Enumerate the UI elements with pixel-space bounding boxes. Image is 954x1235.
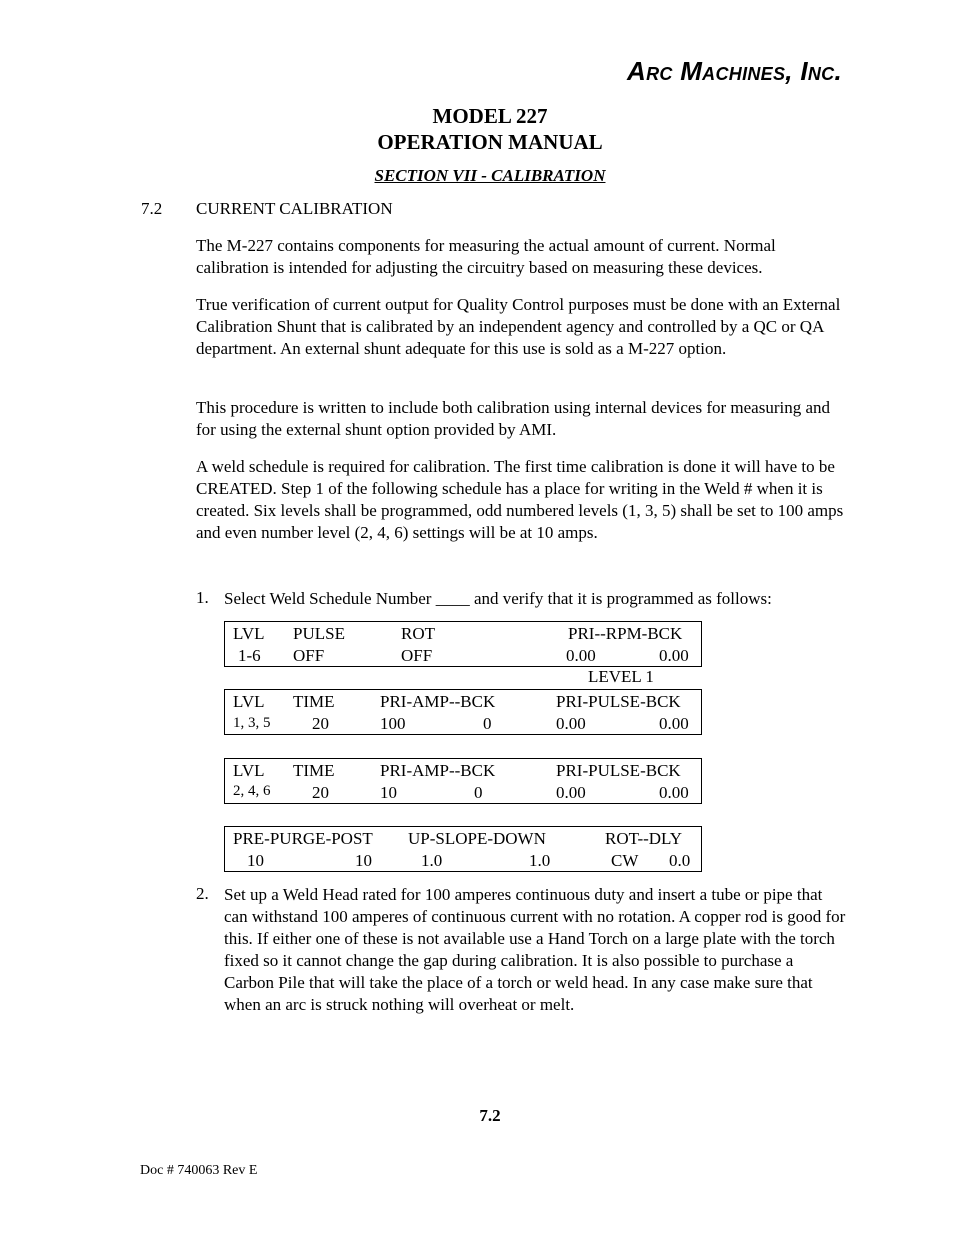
schedule-box-odd-levels: [224, 689, 702, 735]
header-lvl: LVL: [233, 692, 265, 711]
paragraph-1: The M-227 contains components for measuring the actual amount of current. Normal calibration is intended for adjusting the circuitry based on measuring these devices.: [196, 236, 776, 277]
value-rpm-bck: 0.00: [659, 646, 689, 665]
value-amp-pri: 100: [380, 714, 406, 733]
manual-title-model: MODEL 227: [432, 104, 548, 128]
header-pulse: PULSE: [293, 624, 345, 643]
value-rot: OFF: [401, 646, 433, 665]
header-lvl: LVL: [233, 624, 265, 643]
section-heading: CURRENT CALIBRATION: [196, 199, 393, 218]
value-delay: 0.0: [669, 851, 691, 870]
section-title: SECTION VII - CALIBRATION: [374, 166, 606, 185]
paragraph-2: True verification of current output for Quality Control purposes must be done with an External Calibration Shunt that is calibrated by an independent agency and controlled by a QC or QA department. An external shunt adequate for this use is sold as a M-227 option.: [196, 295, 841, 358]
value-pulse: OFF: [293, 646, 325, 665]
value-down-slope: 1.0: [529, 851, 551, 870]
step-2-text: Set up a Weld Head rated for 100 amperes continuous duty and insert a tube or pipe that can withstand 100 amperes of continuous current with no rotation. A copper rod is good for this. If either one of these is not available use a Hand Torch on a large plate with the torch fixed so it cannot change the gap during calibration. It is also possible to purchase a Carbon Pile that will take the place of a torch or weld head. In any case make sure that when an arc is struck nothing will overheat or melt.: [224, 885, 846, 1014]
value-rpm-pri: 0.00: [566, 646, 596, 665]
header-pre-purge-post: PRE-PURGE-POST: [233, 829, 373, 848]
value-amp-bck: 0: [483, 714, 492, 733]
value-pulse-bck: 0.00: [659, 714, 689, 733]
level-label: LEVEL 1: [588, 667, 654, 686]
value-time: 20: [312, 783, 329, 802]
value-pre-purge: 10: [247, 851, 264, 870]
header-pri-amp-bck: PRI-AMP--BCK: [380, 761, 496, 780]
header-time: TIME: [293, 692, 335, 711]
value-lvl: 1, 3, 5: [233, 715, 271, 731]
schedule-box-general: [224, 621, 702, 667]
value-amp-bck: 0: [474, 783, 483, 802]
header-rot: ROT: [401, 624, 435, 643]
section-number: 7.2: [141, 199, 163, 218]
value-time: 20: [312, 714, 329, 733]
value-lvl: 2, 4, 6: [233, 783, 271, 799]
step-1-text: Select Weld Schedule Number ____ and verify that it is programmed as follows:: [224, 589, 772, 608]
paragraph-3: This procedure is written to include both calibration using internal devices for measuring and for using the external shunt option provided by AMI.: [196, 398, 831, 439]
step-1-number: 1.: [196, 588, 209, 607]
header-pri-pulse-bck: PRI-PULSE-BCK: [556, 761, 681, 780]
header-pri-pulse-bck: PRI-PULSE-BCK: [556, 692, 681, 711]
header-up-slope-down: UP-SLOPE-DOWN: [408, 829, 546, 848]
document-number: Doc # 740063 Rev E: [140, 1163, 258, 1178]
value-amp-pri: 10: [380, 783, 397, 802]
manual-title-operation: OPERATION MANUAL: [377, 130, 603, 154]
company-logo: Arc Machines, Inc.: [627, 56, 842, 86]
value-post-purge: 10: [355, 851, 372, 870]
header-pri-rpm-bck: PRI--RPM-BCK: [568, 624, 683, 643]
schedule-box-timing: [224, 826, 702, 872]
header-lvl: LVL: [233, 761, 265, 780]
value-up-slope: 1.0: [421, 851, 443, 870]
value-pulse-bck: 0.00: [659, 783, 689, 802]
header-rot-dly: ROT--DLY: [605, 829, 682, 848]
schedule-box-even-levels: [224, 758, 702, 804]
page-number: 7.2: [479, 1106, 501, 1125]
value-lvl: 1-6: [238, 646, 261, 665]
header-pri-amp-bck: PRI-AMP--BCK: [380, 692, 496, 711]
value-pulse-pri: 0.00: [556, 714, 586, 733]
paragraph-4: A weld schedule is required for calibration. The first time calibration is done it will have to be CREATED. Step 1 of the following schedule has a place for writing in the Weld # when it is created. Six levels shall be programmed, odd numbered levels (1, 3, 5) shall be set to 100 amps and even number level (2, 4, 6) settings will be at 10 amps.: [196, 457, 844, 542]
value-pulse-pri: 0.00: [556, 783, 586, 802]
step-2-number: 2.: [196, 884, 209, 903]
value-rotation: CW: [611, 851, 639, 870]
header-time: TIME: [293, 761, 335, 780]
